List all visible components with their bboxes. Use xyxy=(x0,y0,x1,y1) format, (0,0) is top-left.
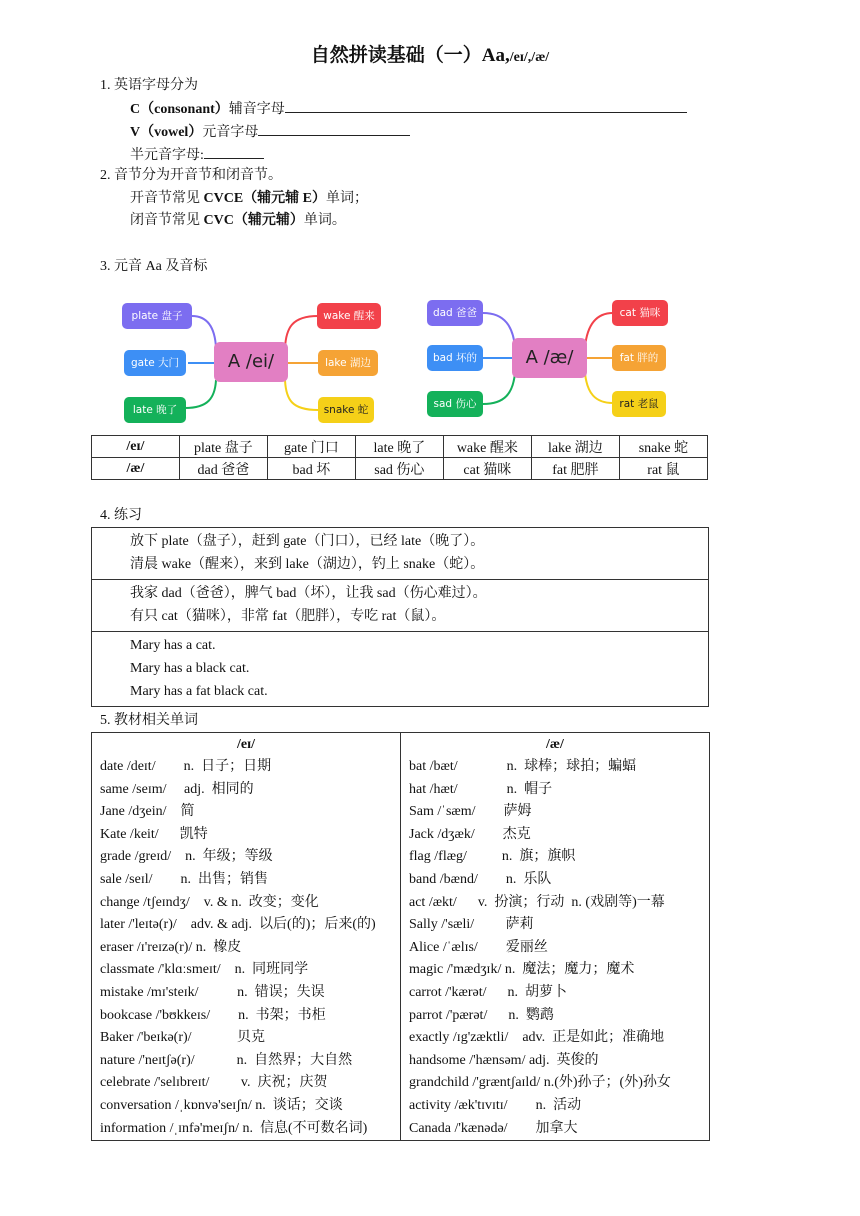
practice-block xyxy=(92,580,708,632)
vocab-row: Sam /ˈsæm/ 萨姆 xyxy=(409,804,532,820)
vocab-row: sale /seɪl/ n. 出售；销售 xyxy=(100,871,268,887)
section4-heading: 4. 练习 xyxy=(100,508,142,523)
center-a-ei: A /ei/ xyxy=(214,342,288,382)
practice-line: 放下 plate（盘子），赶到 gate（门口），已经 late（晚了）。 xyxy=(130,534,485,549)
vocab-row: exactly /ɪg'zæktli/ adv. 正是如此；准确地 xyxy=(409,1030,665,1046)
vocab-row: act /ækt/ v. 扮演；行动 n. (戏剧等)一幕 xyxy=(409,894,665,910)
chip-sad: sad 伤心 xyxy=(427,391,483,417)
practice-line: 清晨 wake（醒来），来到 lake（湖边），钓上 snake（蛇）。 xyxy=(130,557,485,572)
table-cell: wake 醒来 xyxy=(443,436,531,458)
closed-syllable-line xyxy=(130,211,346,231)
consonant-label: C（consonant） xyxy=(130,102,229,117)
semivowel-blank[interactable] xyxy=(204,144,264,159)
vocab-row: classmate /'klɑːsmeɪt/ n. 同班同学 xyxy=(100,962,309,978)
table-cell: sad 伤心 xyxy=(355,458,443,480)
vocab-table xyxy=(91,732,710,1141)
vocab-header-ei: /eɪ/ xyxy=(236,737,256,752)
vocab-row: eraser /ɪ'reɪzə(r)/ n. 橡皮 xyxy=(100,939,242,955)
section2-heading: 2. 音节分为开音节和闭音节。 xyxy=(100,168,282,183)
vocab-row: Alice /ˈælɪs/ 爱丽丝 xyxy=(409,939,548,955)
table-cell: snake 蛇 xyxy=(619,436,707,458)
vocab-row: carrot /'kærət/ n. 胡萝卜 xyxy=(409,984,568,1000)
vocab-row: parrot /'pærət/ n. 鹦鹉 xyxy=(409,1007,554,1023)
vowel-label: V（vowel） xyxy=(130,125,203,140)
vocab-row: Jack /dʒæk/ 杰克 xyxy=(409,826,531,842)
practice-line: Mary has a black cat. xyxy=(130,661,250,676)
vocab-row: activity /æk'tɪvɪtɪ/ n. 活动 xyxy=(409,1097,582,1113)
semivowel-line xyxy=(130,144,264,166)
vocab-row: flag /flæg/ n. 旗；旗帜 xyxy=(409,849,576,865)
chip-wake: wake 醒来 xyxy=(317,303,381,329)
vocab-row: Sally /'sæli/ 萨莉 xyxy=(409,917,534,933)
chip-lake: lake 湖边 xyxy=(318,350,378,376)
chip-fat: fat 胖的 xyxy=(612,345,666,371)
practice-block xyxy=(92,528,708,580)
chip-cat: cat 猫咪 xyxy=(612,300,668,326)
chip-rat: rat 老鼠 xyxy=(612,391,666,417)
table-cell: late 晚了 xyxy=(355,436,443,458)
closed-pre: 闭音节常见 xyxy=(130,213,204,228)
vowel-line xyxy=(130,121,410,143)
center-a-ae: A /æ/ xyxy=(512,338,587,378)
open-syllable-line xyxy=(130,189,368,209)
table-cell: lake 湖边 xyxy=(531,436,619,458)
closed-post: 单词。 xyxy=(303,213,346,228)
table-cell: /æ/ xyxy=(92,458,180,480)
mindmap-ae xyxy=(425,297,685,427)
chip-late: late 晚了 xyxy=(124,397,186,423)
page-title xyxy=(0,40,860,67)
table-cell: /eɪ/ xyxy=(92,436,180,458)
table-row xyxy=(92,458,708,480)
vocab-row: grandchild /'græntʃaɪld/ n.(外)孙子；(外)孙女 xyxy=(409,1075,671,1091)
vowel-blank[interactable] xyxy=(258,121,410,136)
open-bold: CVCE（辅元辅 E） xyxy=(203,191,327,206)
vocab-row: grade /greɪd/ n. 年级；等级 xyxy=(100,849,273,865)
vocab-row: bat /bæt/ n. 球棒；球拍；蝙蝠 xyxy=(409,759,637,774)
table-cell: gate 门口 xyxy=(267,436,355,458)
vocab-row: band /bænd/ n. 乐队 xyxy=(409,871,552,887)
section5-heading: 5. 教材相关单词 xyxy=(100,713,198,728)
open-pre: 开音节常见 xyxy=(130,191,204,206)
table-cell: rat 鼠 xyxy=(619,458,707,480)
vocab-row: celebrate /'selɪbreɪt/ v. 庆祝；庆贺 xyxy=(100,1075,328,1091)
practice-block xyxy=(92,632,708,706)
vocab-row: change /tʃeɪndʒ/ v. & n. 改变；变化 xyxy=(100,894,319,910)
practice-line: Mary has a cat. xyxy=(130,638,216,653)
practice-line: 有只 cat（猫咪），非常 fat（肥胖），专吃 rat（鼠）。 xyxy=(130,609,446,624)
vocab-row: magic /'mædʒɪk/ n. 魔法；魔力；魔术 xyxy=(409,962,635,978)
practice-line: 我家 dad（爸爸），脾气 bad（坏），让我 sad（伤心难过）。 xyxy=(130,586,487,601)
section3-heading: 3. 元音 Aa 及音标 xyxy=(100,259,208,274)
vocab-row: same /seɪm/ adj. 相同的 xyxy=(100,781,254,797)
table-row xyxy=(92,436,708,458)
semivowel-text: 半元音字母: xyxy=(130,148,204,163)
vocab-row: mistake /mɪ'steɪk/ n. 错误；失误 xyxy=(100,984,325,1000)
consonant-line xyxy=(130,98,687,120)
open-post: 单词； xyxy=(326,191,369,206)
vocab-row: bookcase /'bʊkkeɪs/ n. 书架；书柜 xyxy=(100,1007,326,1023)
vocab-row: Baker /'beɪkə(r)/ 贝克 xyxy=(100,1030,266,1046)
chip-gate: gate 大门 xyxy=(124,350,186,376)
table-cell: dad 爸爸 xyxy=(179,458,267,480)
vocab-row: Canada /'kænədə/ 加拿大 xyxy=(409,1120,578,1136)
chip-snake: snake 蛇 xyxy=(318,397,374,423)
vocab-column-ei xyxy=(92,733,401,1140)
vocab-row: hat /hæt/ n. 帽子 xyxy=(409,781,553,797)
vocab-row: later /'leɪtə(r)/ adv. & adj. 以后(的)；后来(的) xyxy=(100,917,376,933)
vocab-row: conversation /ˌkɒnvə'seɪʃn/ n. 谈话；交谈 xyxy=(100,1097,343,1113)
consonant-text: 辅音字母 xyxy=(228,102,285,117)
title-main: 自然拼读基础（一）Aa, xyxy=(310,45,510,66)
chip-dad: dad 爸爸 xyxy=(427,300,483,326)
vocab-header-ae: /æ/ xyxy=(546,737,564,752)
section1-heading: 1. 英语字母分为 xyxy=(100,78,198,93)
chip-bad: bad 坏的 xyxy=(427,345,483,371)
vocab-row: information /ˌɪnfə'meɪʃn/ n. 信息(不可数名词) xyxy=(100,1120,368,1136)
vocab-column-ae xyxy=(401,733,709,1140)
table-cell: plate 盘子 xyxy=(179,436,267,458)
table-cell: bad 坏 xyxy=(267,458,355,480)
vocab-row: date /deɪt/ n. 日子；日期 xyxy=(100,759,272,774)
mindmap-ei xyxy=(120,300,390,430)
consonant-blank[interactable] xyxy=(285,98,687,113)
vocab-row: nature /'neɪtʃə(r)/ n. 自然界；大自然 xyxy=(100,1052,353,1068)
practice-line: Mary has a fat black cat. xyxy=(130,684,268,699)
chip-plate: plate 盘子 xyxy=(122,303,192,329)
vowel-text: 元音字母 xyxy=(202,125,259,140)
practice-box xyxy=(91,527,709,707)
table-cell: cat 猫咪 xyxy=(443,458,531,480)
title-phonetics: /eɪ/,/æ/ xyxy=(509,50,550,65)
vocab-row: Kate /keit/ 凯特 xyxy=(100,826,208,842)
table-cell: fat 肥胖 xyxy=(531,458,619,480)
closed-bold: CVC（辅元辅） xyxy=(203,213,304,228)
vocab-row: Jane /dʒein/ 简 xyxy=(100,804,195,820)
vocab-row: handsome /'hænsəm/ adj. 英俊的 xyxy=(409,1052,599,1068)
vowel-table xyxy=(91,435,708,480)
